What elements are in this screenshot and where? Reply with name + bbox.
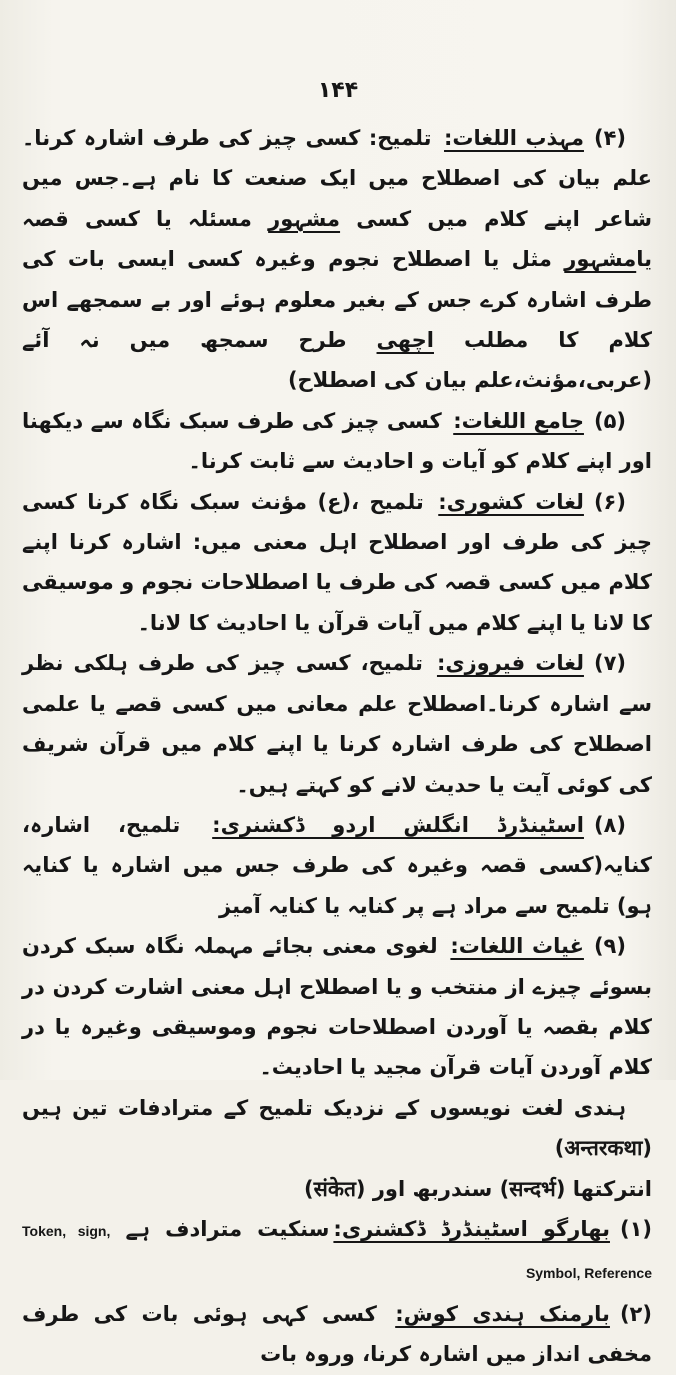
underlined-word: اچھی	[376, 328, 434, 353]
dictionary-name: مہذب اللغات:	[444, 126, 584, 150]
devanagari-term: (अन्तरकथा)	[554, 1136, 652, 1161]
entry-number: (۷)	[593, 651, 626, 676]
entry-feroozi	[22, 643, 652, 805]
entry-text: مثل یا اصطلاح نجوم وغیرہ کسی ایسی بات کی طرف اشارہ کرے جس کے بغیر معلوم ہوئے اور بے سمجھے اس کلام کا مطلب	[22, 247, 652, 353]
entry-text: کسی چیز کی طرف سبک نگاہ سے دیکھنا اور اپنے کلام کو آیات و احادیث سے ثابت کرنا۔	[22, 408, 652, 474]
entry-text: تلمیح، کسی چیز کی طرف ہلکی نظر سے اشارہ کرنا۔اصطلاح علم معانی میں کسی قصے یا علمی اصطلاح کی طرف اشارہ کرنا یا اپنے کلام میں قرآن شریف کی کوئی آیت یا حدیث لانے کو کہتے ہیں۔	[22, 651, 652, 797]
devanagari-term: (संकेत)	[304, 1176, 366, 1201]
entry-number: (۲)	[619, 1301, 652, 1326]
page-number: ۱۴۴	[317, 78, 359, 103]
dictionary-name: لغات فیروزی:	[436, 651, 584, 676]
entry-standard	[22, 805, 652, 926]
entry-text: تلمیح ،(ع) مؤنث سبک نگاہ کرنا کسی چیز کی طرف اور اصطلاح اہل معنی میں: اشارہ کرنا اپنے کلام میں کسی قصہ کی طرف یا اصطلاحات نجوم و موسیقی کا لانا یا اپنے کلام میں آیات قرآن یا احادیث کا لانا۔	[22, 489, 652, 635]
entry-text: کسی کہی ہوئی بات کی طرف مخفی انداز میں اشارہ کرنا، وروہ بات	[22, 1301, 652, 1367]
entry-text: تلمیح، اشارہ، کنایہ(کسی قصہ وغیرہ کی طرف جس میں اشارہ یا کنایہ ہو) تلمیح سے مراد ہے پر کنایہ یا کنایہ آمیز	[22, 812, 652, 918]
entry-text: لغوی معنی بجائے مہملہ نگاہ سبک کردن بسوئے چیزے از منتخب و یا اصطلاح اہل معنی اشارت کردن در کلام بقصہ یا آوردن اصطلاحات نجوم وموسیقی وغیرہ یا در کلام آوردن آیات قرآن مجید یا احادیث۔	[22, 934, 652, 1080]
entry-bhargav	[22, 1209, 652, 1294]
entry-parmanak	[22, 1294, 652, 1375]
entry-jame	[22, 401, 652, 482]
entry-number: (۶)	[593, 489, 626, 514]
page-body	[22, 118, 652, 1375]
dictionary-name: بارمنک ہندی کوش:	[395, 1301, 610, 1326]
hindi-terms	[22, 1169, 652, 1209]
hindi-intro-text: ہندی لغت نویسوں کے نزدیک تلمیح کے مترادفات تین ہیں	[22, 1095, 626, 1120]
entry-text: سنکیت مترادف ہے	[125, 1216, 330, 1241]
entry-number: (۵)	[593, 408, 626, 433]
entry-number: (۴)	[593, 126, 627, 150]
entry-text: تلمیح: کسی چیز کی طرف اشارہ کرنا۔علم بیان کی اصطلاح میں ایک صنعت کا نام ہے۔جس میں شاعر اپنے کلام میں کسی	[22, 126, 652, 231]
entry-number: (۱)	[619, 1216, 653, 1241]
devanagari-term: (सन्दर्भ)	[499, 1176, 566, 1201]
underlined-word: مشہور	[564, 247, 637, 272]
entry-text: طرح سمجھ میں نہ آئے (عربی،مؤنث،علم بیان کی اصطلاح)	[22, 328, 652, 393]
dictionary-name: اسٹینڈرڈ انگلش اردو ڈکشنری:	[212, 812, 584, 837]
entry-number: (۹)	[593, 934, 626, 959]
entry-kishori	[22, 482, 652, 644]
dictionary-name: غیاث اللغات:	[450, 934, 584, 959]
urdu-term: انترکتھا	[572, 1176, 652, 1201]
underlined-word: مشہور	[268, 206, 341, 231]
dictionary-name: جامع اللغات:	[453, 408, 584, 433]
entry-number: (۸)	[593, 812, 626, 837]
dictionary-name: لغات کشوری:	[438, 489, 584, 514]
entry-muhazzab	[22, 118, 652, 401]
english-terms: Token, sign, Symbol, Reference	[22, 1222, 652, 1282]
urdu-term: سندربھ اور	[372, 1176, 493, 1201]
entry-text: مسئلہ یا کسی قصہ یا	[22, 206, 652, 272]
dictionary-name: بھارگو اسٹینڈرڈ ڈکشنری:	[333, 1216, 610, 1241]
entry-ghayas	[22, 926, 652, 1088]
hindi-intro	[22, 1088, 652, 1169]
